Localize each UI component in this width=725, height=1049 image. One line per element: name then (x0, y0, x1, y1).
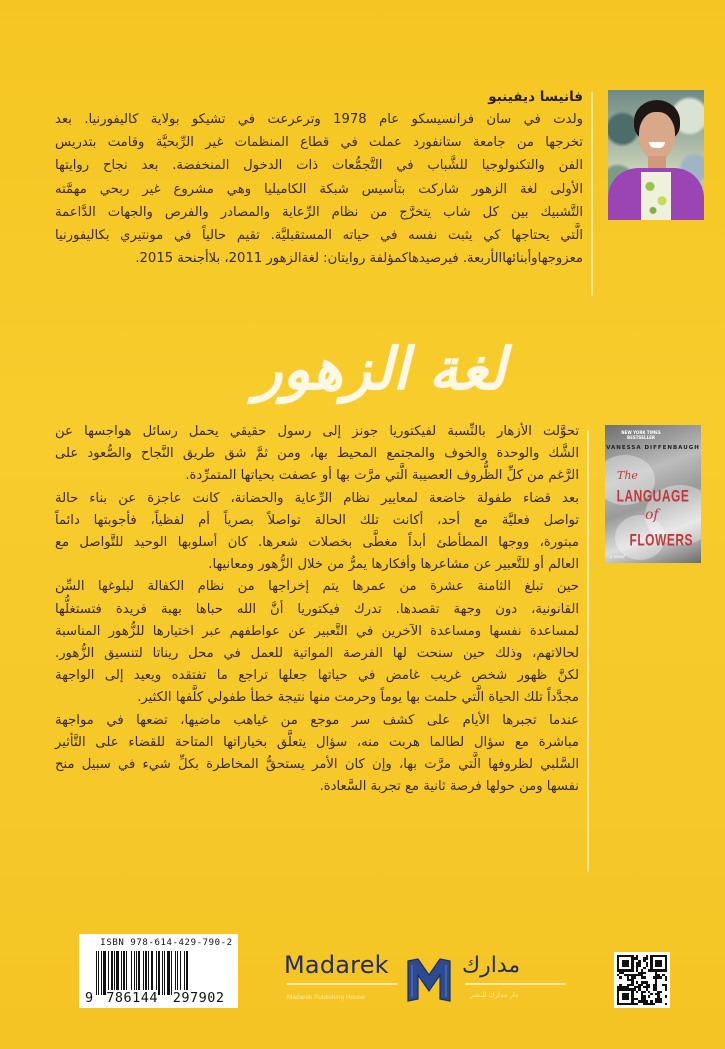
bio-line: تخرجها من جامعة ستانفورد عملت في قطاع المنظمات غير الرِّبحيَّة وقامت بتدريس (55, 135, 583, 151)
synopsis-line: مجدَّداً تلك الحياة الَّتي حلمت بها يوماً وحرمت منها نتيجة خطأ طفولي كلَّفها الكثير. (137, 690, 579, 706)
synopsis-line: الشَّك والوحدة والخوف والمجتمع المحيط بها، ومن ثمَّ شق طريق النَّجاح والصُّعود على (55, 446, 579, 462)
author-name: فانيسا ديفينبو (488, 89, 583, 105)
cover-title-the: The (617, 469, 638, 482)
bio-line: ولدت في سان فرانسيسكو عام 1978 وترعرعت في تشيكو بولاية كاليفورنيا. بعد (55, 112, 583, 127)
barcode-bars-icon (96, 951, 226, 995)
publisher-name-arabic: مدارك (462, 953, 521, 978)
synopsis-line: بعد قضاء طفولة خاضعة لمعايير نظام الرِّعاية والحضانة، كانت عاجزة عن بناء حالة (55, 490, 579, 506)
synopsis-divider (587, 430, 589, 872)
cover-author: VANESSA DIFFENBAUGH (606, 445, 700, 451)
bio-line: التَّشبيك بين كل شاب يتخرَّج من نظام الرِّعاية والمصادر والفرص والجهات الدَّاعمة (55, 204, 583, 220)
synopsis-line: الرَّغم من كلِّ الظُّروف العصيبة الَّتي مرَّت بها أو عصفت بحياتها المتمرِّدة. (185, 468, 579, 484)
photo-floral-top (641, 172, 671, 220)
publisher-tagline-latin: Madarek Publishing House (287, 994, 365, 1001)
isbn-barcode (79, 934, 238, 1008)
isbn-label: ISBN 978-614-429-790-2 (100, 938, 233, 948)
synopsis-line: نفسها ومن حولها فرصة ثانية مع تجربة السَّعادة. (319, 779, 579, 795)
synopsis-line: حين تبلغ الثامنة عشرة من عمرها يتم إخراجها من نظام الكفالة لبلوغها السِّن (55, 579, 579, 595)
cover-subtitle: a novel (610, 554, 625, 559)
barcode-digits (85, 990, 232, 1006)
barcode-group-1: 786144 (106, 990, 159, 1006)
photo-face (639, 112, 675, 160)
bio-line: الفن والتكنولوجيا للشَّباب في التَّجمُّعات ذات الدخول المنخفضة. بعد نجاح روايتها (55, 158, 583, 174)
synopsis-line: تحوَّلت الأزهار بالنِّسبة لفيكتوريا جونز إلى رسول حقيقي يحمل رسائل هواجسها عن (55, 424, 579, 439)
cover-title-language: LANGUAGE (616, 486, 690, 506)
synopsis-line: لمساعدة نفسها ومساعدة الآخرين في التَّعبير عن عواطفهم عبر اختيارها للزُّهور المناسبة (55, 623, 579, 639)
synopsis-line: عندما تجبرها الأيام على كشف سر موجع من غياهب ماضيها، تضعها في مواجهة (55, 712, 579, 728)
barcode-group-2: 297902 (172, 990, 225, 1006)
synopsis-line: القانونية، دون وجهة تقصدها. تدرك فيكتوريا أنَّ الله حباها بهبة فريدة فتستغلُّها (55, 601, 579, 617)
author-bio (55, 86, 583, 270)
qr-code-icon[interactable] (614, 952, 670, 1008)
publisher-underline (465, 983, 565, 985)
book-cover-thumbnail (605, 425, 701, 563)
publisher-underline (287, 983, 397, 985)
bestseller-badge: NEW YORK TIMES BESTSELLER (621, 430, 661, 440)
synopsis-line: مباشرة مع سؤال لطالما هربت منه، سؤال يتعلَّق بخياراتها المتاحة للقضاء على التَّأثير (55, 734, 579, 750)
synopsis-line: لكنَّ ظهور شخص غريب غامض في حياتها جعلها تراجع ما تفتقده ويعيد إلى الواجهة (55, 668, 579, 684)
synopsis-line: مبتورة، ووجها المطأطئ أبداً مغطَّى بخصلات شعرها. كان أسلوبها الوحيد للتَّواصل مع (55, 535, 579, 551)
barcode-lead-digit: 9 (85, 990, 94, 1006)
cover-title-of: of (645, 507, 659, 523)
publisher-logo-icon (406, 957, 452, 1003)
bio-line: معزوجهاوأبنائهاالأربعة. فيرصيدهاكمؤلفة روايتان: لغةالزهور 2011، بلاأجنحة 2015. (135, 251, 583, 267)
bio-line: الأولى لغة الزهور شاركت بتأسيس شبكة الكاميليا وهي مشروع غير ربحي مهمَّته (55, 181, 583, 197)
synopsis-line: تواصل فعليَّة مع أحد، أكانت تلك الحالة تواصلاً بصرياً أم لفظياً، فأجوبتها دائماً (55, 512, 579, 528)
synopsis (55, 421, 579, 798)
book-title-arabic: لغة الزهور (254, 335, 506, 403)
author-photo (608, 90, 704, 220)
synopsis-line: لحالاتهم، وذلك حين سنحت لها الفرصة المواتية للعمل في محل ريناتا لتنسيق الزُّهور. (55, 646, 579, 662)
synopsis-line: السَّلبي لظروفها الَّتي مرَّت بها، وإن كان الأمر يستحقُّ المخاطرة بكلِّ شيء في سبيل منح (55, 757, 579, 773)
bio-divider (591, 92, 593, 296)
cover-title-flowers: FLOWERS (629, 530, 693, 550)
publisher-tagline-arabic: دار مدارك للنشر (470, 991, 519, 999)
publisher-name-latin: Madarek (284, 951, 389, 979)
bio-line: الَّتي يحتاجها كي يثبت نفسه في حياته المستقبليَّة. تقيم حالياً في مونتيري بكاليفورنيا (55, 228, 583, 244)
synopsis-line: العالم أو للتَّعبير عن مشاعرها وأفكارها يمرُّ من خلال الزُّهور ومعانيها. (208, 557, 579, 573)
